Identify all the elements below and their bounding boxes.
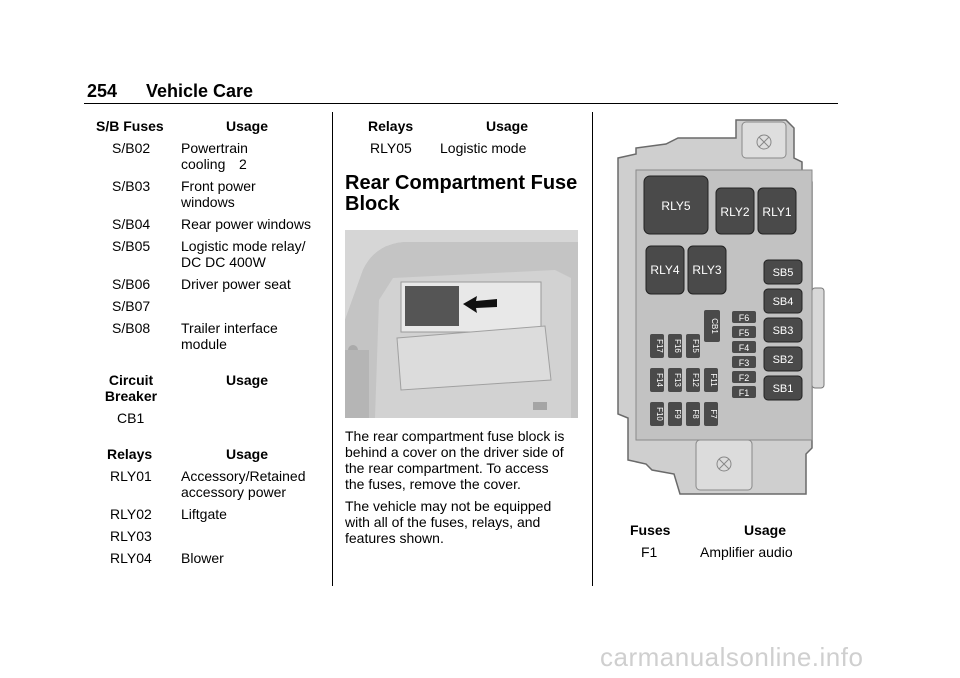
fuse-label: F8	[691, 409, 700, 419]
column-divider-2	[592, 112, 593, 586]
fuse-label: F3	[738, 358, 750, 368]
column-divider-1	[332, 112, 333, 586]
table-row-usage: 2	[239, 156, 247, 172]
fuse-block-diagram	[616, 118, 826, 496]
table-row-id: S/B07	[112, 298, 151, 314]
table-row-usage: Liftgate	[181, 506, 227, 522]
table-row-usage: module	[181, 336, 227, 352]
relay-label: RLY3	[692, 263, 722, 277]
fuse-label: F7	[709, 409, 718, 419]
relay-label: RLY2	[720, 205, 750, 219]
table-row-usage: Powertrain	[181, 140, 248, 156]
rear-compartment-heading: Rear Compartment Fuse	[345, 172, 578, 194]
body-text-line: The vehicle may not be equipped	[345, 498, 552, 514]
table-row-id: S/B03	[112, 178, 151, 194]
table-row-usage: accessory power	[181, 484, 287, 500]
fuse-label: F15	[691, 339, 700, 353]
table-row-id: RLY03	[110, 528, 152, 544]
body-text-line: behind a cover on the driver side of	[345, 444, 564, 460]
table-row-usage: cooling	[181, 156, 226, 172]
cb-header-line1: Circuit	[108, 372, 154, 388]
sb-label: SB2	[772, 354, 794, 366]
header-rule	[84, 103, 838, 104]
fuses-usage-header: Usage	[744, 522, 787, 538]
table-row-id: S/B06	[112, 276, 151, 292]
table-row-id: RLY04	[110, 550, 152, 566]
rear-compartment-heading-line2: Block	[345, 193, 400, 215]
body-text-line: The rear compartment fuse block is	[345, 428, 565, 444]
cb-usage-header: Usage	[226, 372, 269, 388]
table-row-usage: Trailer interface	[181, 320, 278, 336]
relays-header-middle: Relays	[368, 118, 414, 134]
sb-label: SB5	[772, 267, 794, 279]
sb-usage-header: Usage	[226, 118, 269, 134]
relays-header: Relays	[107, 446, 153, 462]
body-text-line: the rear compartment. To access	[345, 460, 549, 476]
table-row-usage: Front power	[181, 178, 256, 194]
table-row-usage: Logistic mode relay/	[181, 238, 306, 254]
table-row-usage: Driver power seat	[181, 276, 291, 292]
breaker-label: CB1	[710, 318, 719, 334]
watermark: carmanualsonline.info	[600, 642, 864, 672]
table-row-id: RLY02	[110, 506, 152, 522]
fuse-label: F6	[738, 313, 750, 323]
section-title: Vehicle Care	[146, 81, 254, 101]
table-row-id: S/B08	[112, 320, 151, 336]
body-text-line: the fuses, remove the cover.	[345, 476, 521, 492]
fuse-label: F14	[655, 373, 664, 387]
fuse-label: F1	[738, 388, 750, 398]
table-row-id: F1	[641, 544, 658, 560]
sb-fuses-header: S/B Fuses	[96, 118, 164, 134]
table-row-id: RLY01	[110, 468, 152, 484]
body-text-line: features shown.	[345, 530, 444, 546]
page-number: 254	[87, 81, 118, 101]
fuses-header: Fuses	[630, 522, 671, 538]
table-row-id: RLY05	[370, 140, 412, 156]
sb-label: SB1	[772, 383, 794, 395]
relays-usage-header: Usage	[226, 446, 269, 462]
rear-compartment-photo	[345, 230, 578, 418]
relay-label: RLY1	[762, 205, 792, 219]
table-row-usage: Blower	[181, 550, 224, 566]
fuse-label: F10	[655, 407, 664, 421]
table-row-usage: Rear power windows	[181, 216, 311, 232]
fuse-label: F2	[738, 373, 750, 383]
relay-label: RLY4	[650, 263, 680, 277]
table-row-usage: Accessory/Retained	[181, 468, 306, 484]
table-row-id: S/B04	[112, 216, 151, 232]
fuse-label: F16	[673, 339, 682, 353]
body-text-line: with all of the fuses, relays, and	[345, 514, 541, 530]
fuse-label: F4	[738, 343, 750, 353]
sb-label: SB4	[772, 296, 794, 308]
fuse-label: F12	[691, 373, 700, 387]
relay-label: RLY5	[661, 199, 691, 213]
fuse-label: F13	[673, 373, 682, 387]
sb-label: SB3	[772, 325, 794, 337]
table-row-usage: DC DC 400W	[181, 254, 266, 270]
table-row-usage: Amplifier audio	[700, 544, 793, 560]
fuse-label: F17	[655, 339, 664, 353]
fuse-label: F5	[738, 328, 750, 338]
table-row-usage: windows	[181, 194, 235, 210]
cb-header-line2: Breaker	[104, 388, 158, 404]
fuse-label: F11	[709, 373, 718, 387]
fuse-label: F9	[673, 409, 682, 419]
table-row-id: S/B02	[112, 140, 151, 156]
table-row-id: S/B05	[112, 238, 151, 254]
table-row-usage: Logistic mode	[440, 140, 527, 156]
table-row-id: CB1	[117, 410, 145, 426]
relays-usage-header-middle: Usage	[486, 118, 529, 134]
